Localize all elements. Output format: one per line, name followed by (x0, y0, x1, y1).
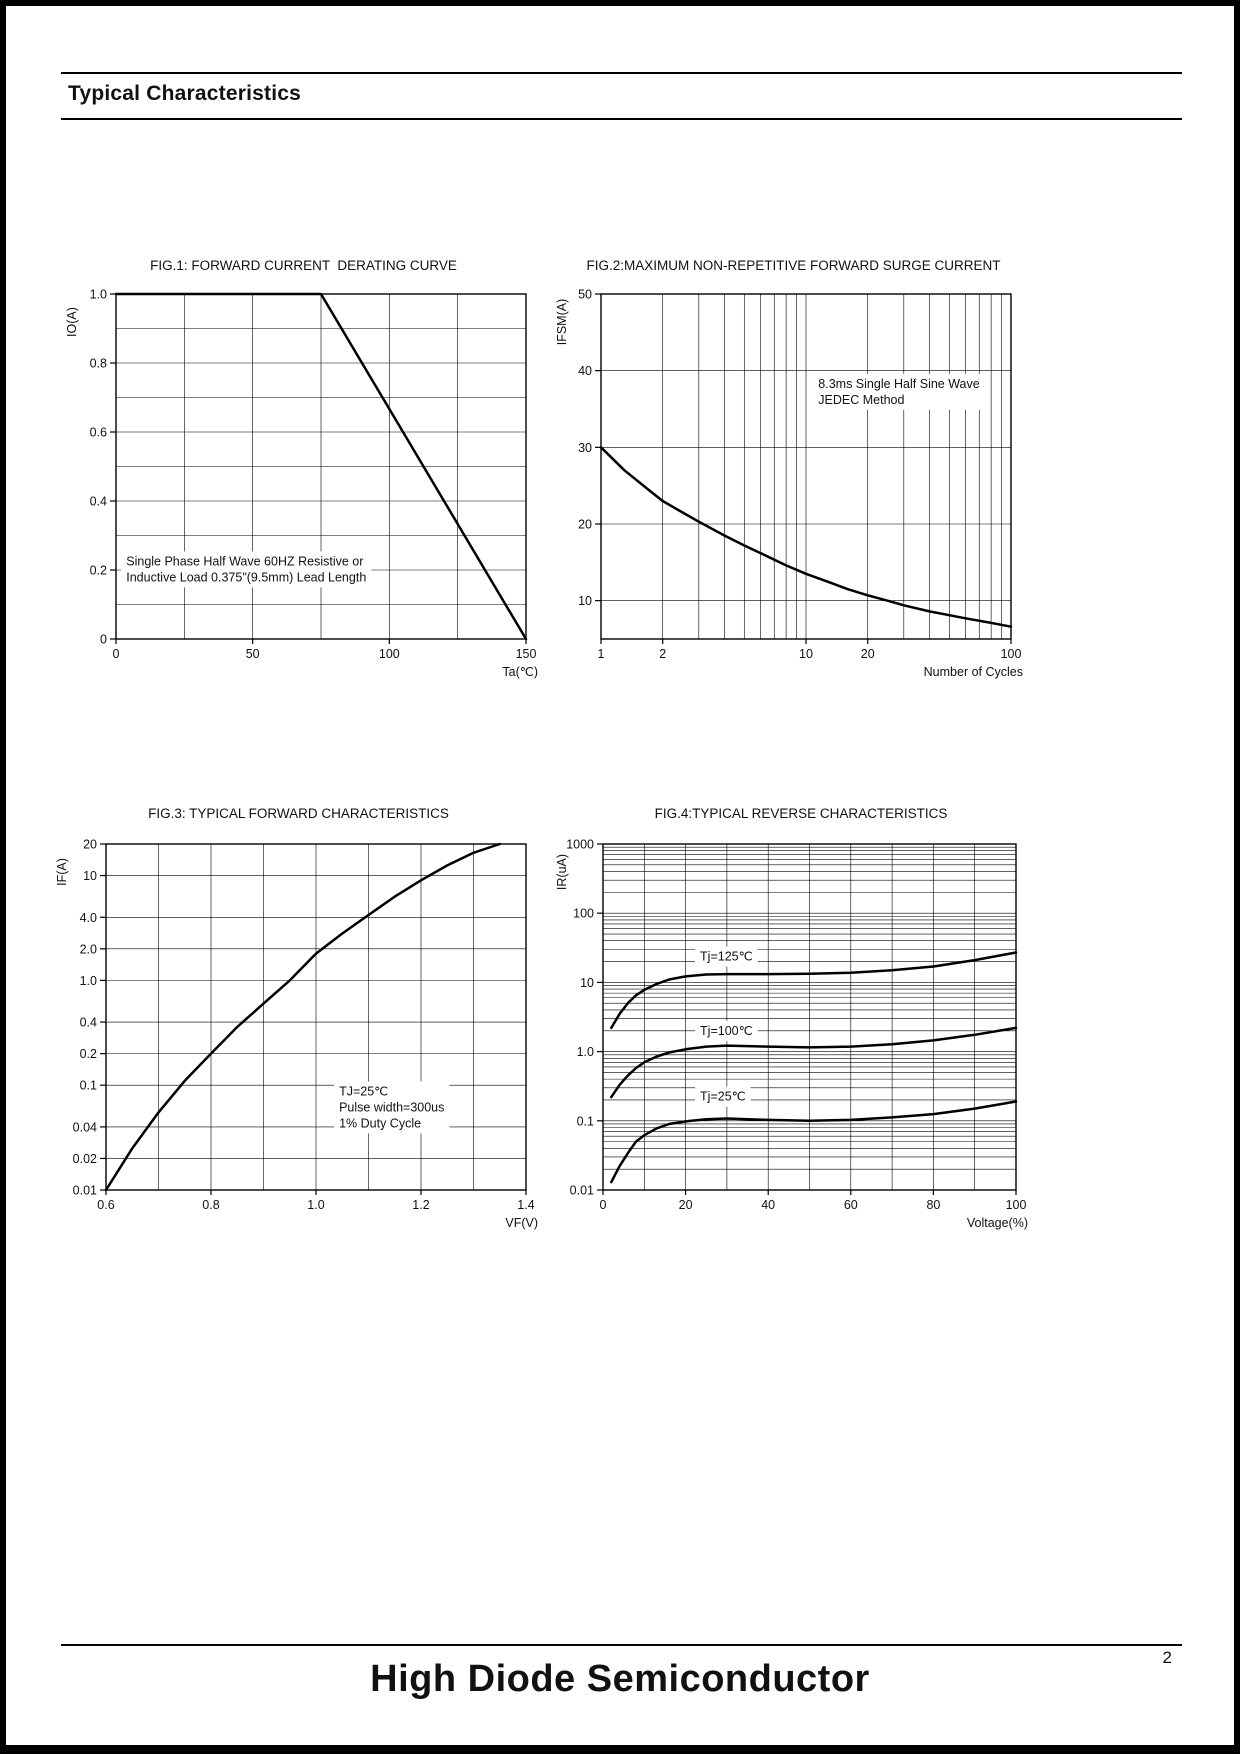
svg-text:IF(A): IF(A) (55, 858, 69, 886)
svg-text:30: 30 (578, 440, 592, 455)
fig4-plot (546, 832, 1056, 1252)
svg-text:10: 10 (799, 647, 813, 661)
svg-text:Tj=25℃: Tj=25℃ (700, 1089, 746, 1104)
svg-text:1.0: 1.0 (79, 973, 97, 988)
svg-text:Tj=100℃: Tj=100℃ (700, 1023, 753, 1038)
svg-text:Tj=125℃: Tj=125℃ (700, 949, 753, 964)
svg-text:0.2: 0.2 (79, 1047, 97, 1062)
svg-text:VF(V): VF(V) (505, 1216, 538, 1230)
svg-text:0.01: 0.01 (72, 1183, 97, 1198)
svg-text:0.01: 0.01 (569, 1183, 594, 1198)
fig2-plot (546, 284, 1041, 704)
svg-text:10: 10 (578, 594, 592, 609)
svg-text:Number of Cycles: Number of Cycles (923, 665, 1023, 679)
header-rule-top (61, 72, 1182, 74)
svg-text:80: 80 (926, 1198, 941, 1212)
svg-text:100: 100 (378, 647, 400, 661)
svg-text:0.1: 0.1 (576, 1114, 594, 1129)
fig1-forward-current-derating-chart (56, 254, 551, 709)
page-title: Typical Characteristics (68, 82, 301, 105)
company-name: High Diode Semiconductor (370, 1658, 870, 1700)
fig1-plot (56, 284, 551, 704)
footer-rule (61, 1644, 1182, 1646)
fig2-surge-current-chart (546, 254, 1041, 709)
svg-text:1000: 1000 (566, 837, 594, 852)
svg-text:20: 20 (860, 647, 875, 661)
svg-text:100: 100 (573, 906, 594, 921)
svg-text:TJ=25℃: TJ=25℃ (339, 1084, 389, 1099)
svg-text:0.1: 0.1 (79, 1078, 97, 1093)
svg-text:0.02: 0.02 (72, 1151, 97, 1166)
fig3-plot (46, 832, 551, 1252)
svg-text:0.8: 0.8 (89, 356, 107, 371)
svg-text:100: 100 (1005, 1198, 1027, 1212)
fig1-title: FIG.1: FORWARD CURRENT DERATING CURVE (150, 258, 457, 273)
svg-text:20: 20 (678, 1198, 693, 1212)
svg-text:Inductive Load 0.375"(9.5mm) L: Inductive Load 0.375"(9.5mm) Lead Length (126, 570, 367, 585)
svg-text:1.2: 1.2 (412, 1198, 430, 1212)
svg-text:Single Phase Half Wave 60HZ R: Single Phase Half Wave 60HZ Resistive or (126, 554, 364, 569)
svg-text:Voltage(%): Voltage(%) (966, 1216, 1028, 1230)
svg-text:IR(uA): IR(uA) (555, 853, 569, 891)
svg-text:60: 60 (843, 1198, 858, 1212)
svg-text:4.0: 4.0 (79, 910, 97, 925)
svg-text:1.4: 1.4 (517, 1198, 535, 1212)
svg-text:1.0: 1.0 (576, 1045, 594, 1060)
svg-text:1: 1 (597, 647, 605, 661)
svg-text:Ta(℃): Ta(℃) (502, 665, 538, 679)
svg-text:20: 20 (578, 517, 592, 532)
svg-text:50: 50 (578, 287, 592, 302)
fig4-reverse-characteristics-chart (546, 802, 1056, 1257)
svg-text:IO(A): IO(A) (65, 307, 79, 337)
svg-text:JEDEC Method: JEDEC Method (818, 392, 905, 407)
svg-text:150: 150 (515, 647, 537, 661)
svg-text:0: 0 (100, 632, 107, 647)
svg-text:IFSM(A): IFSM(A) (555, 298, 569, 346)
svg-text:0: 0 (112, 647, 120, 661)
svg-text:2.0: 2.0 (79, 942, 97, 957)
fig3-forward-characteristics-chart (46, 802, 551, 1257)
svg-text:10: 10 (580, 975, 594, 990)
svg-text:0.6: 0.6 (97, 1198, 115, 1212)
svg-text:10: 10 (83, 869, 97, 884)
svg-text:40: 40 (761, 1198, 776, 1212)
svg-text:2: 2 (659, 647, 667, 661)
svg-text:1.0: 1.0 (89, 287, 107, 302)
svg-text:0.6: 0.6 (89, 425, 107, 440)
svg-text:Pulse width=300us: Pulse width=300us (339, 1100, 445, 1115)
svg-text:1.0: 1.0 (307, 1198, 325, 1212)
svg-text:0: 0 (599, 1198, 607, 1212)
header-rule-bottom (61, 118, 1182, 120)
fig3-title: FIG.3: TYPICAL FORWARD CHARACTERISTICS (148, 806, 449, 821)
svg-text:8.3ms Single Half Sine Wave: 8.3ms Single Half Sine Wave (818, 376, 980, 391)
svg-text:40: 40 (578, 364, 592, 379)
svg-text:1% Duty Cycle: 1% Duty Cycle (339, 1116, 422, 1131)
fig4-title: FIG.4:TYPICAL REVERSE CHARACTERISTICS (654, 806, 948, 821)
svg-text:0.2: 0.2 (89, 563, 107, 578)
svg-text:20: 20 (83, 837, 97, 852)
svg-text:0.4: 0.4 (89, 494, 107, 509)
svg-text:0.4: 0.4 (79, 1015, 97, 1030)
svg-text:0.04: 0.04 (72, 1120, 97, 1135)
fig2-title: FIG.2:MAXIMUM NON-REPETITIVE FORWARD SURGE CURRENT (586, 258, 1001, 273)
page-number: 2 (1162, 1648, 1172, 1667)
svg-text:0.8: 0.8 (202, 1198, 220, 1212)
svg-text:100: 100 (1000, 647, 1022, 661)
svg-text:50: 50 (245, 647, 260, 661)
